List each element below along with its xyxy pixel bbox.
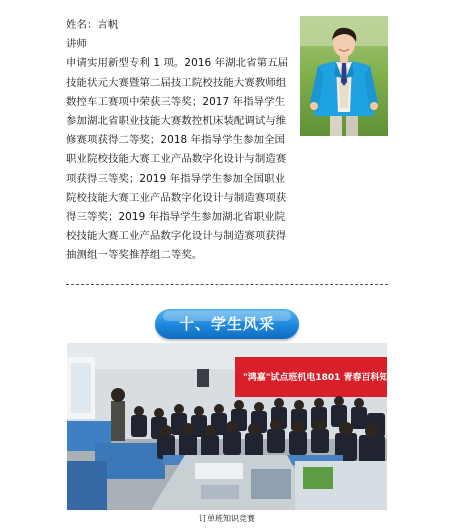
classroom-photo: [67, 343, 416, 510]
classroom-banner-text: "鸿嘉"试点班机电1801 青春百科知识竞赛: [243, 373, 416, 383]
teacher-bio: 申请实用新型专利 1 项。2016 年湖北省第五届技能状元大赛暨第二届技工院校技能大赛教师组数控车工赛项中荣获三等奖；2017 年指导学生参加湖北省职业技能大赛数控机床装配调试与维修赛项获得二等奖；2018 年指导学生参加全国职业院校技能大赛工业产品数字化设计与制造赛项获得三等奖；2019 年指导学生参加全国职业院校技能大赛工业产品数字化设计与制造赛项获得三等奖；2019 年指导学生参加湖北省职业院校技能大赛工业产品数字化设计与制造赛项获得抽测组一等奖推荐组二等奖。: [66, 57, 289, 262]
teacher-portrait: [300, 16, 388, 136]
photo-caption: 订单班知识竞赛: [199, 514, 255, 523]
classroom-illustration: [67, 343, 416, 510]
teacher-name: 姓名：言帆: [66, 19, 119, 31]
teacher-title: 讲师: [66, 38, 87, 51]
portrait-illustration: [300, 16, 388, 136]
section-divider: [66, 284, 388, 285]
section-heading: 十、学生风采: [178, 315, 275, 333]
teacher-profile: [66, 16, 290, 266]
section-heading-banner: [155, 309, 299, 339]
